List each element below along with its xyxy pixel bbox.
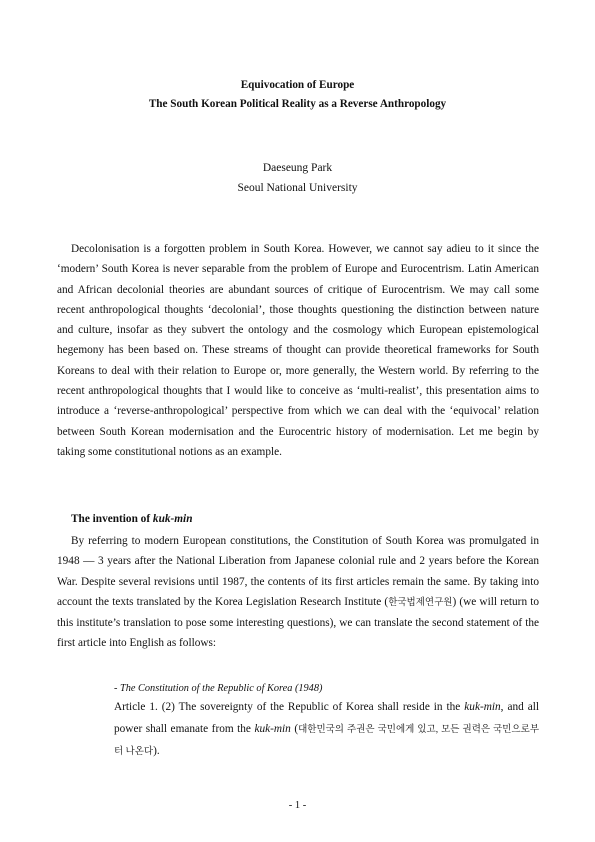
- quote-text-2: , and all power shall emanate from the: [114, 701, 539, 735]
- quote-text-4: ).: [153, 745, 160, 757]
- section-heading: [71, 513, 192, 525]
- body-paragraph: [57, 531, 539, 654]
- quote-term-1: kuk-min: [464, 701, 501, 713]
- paper-subtitle: The South Korean Political Reality as a Reverse Anthropology: [148, 98, 447, 110]
- quote-text-3: (: [290, 722, 299, 735]
- page-number: - 1 -: [288, 800, 307, 811]
- quote-source: - The Constitution of the Republic of Korea (1948): [114, 683, 323, 694]
- body-paragraph-part1: By referring to modern European constitutions, the Constitution of South Korea was promulgated in 1948 — 3 years after the National Liberation from Japanese colonial rule and 2 years before the Korean War. Despite several revisions until 1987, the contents of its first articles remain the same. By taking into account the texts translated by the Korea Legislation Research Institute (: [57, 535, 539, 608]
- paper-title: Equivocation of Europe: [240, 79, 355, 91]
- quote-text-1: Article 1. (2) The sovereignty of the Republic of Korea shall reside in the: [114, 701, 465, 713]
- author-name: Daeseung Park: [262, 162, 333, 174]
- body-paragraph-part2: ) (we will return to this institute’s translation to pose some interesting questions), we can translate the second statement of the first article into English as follows:: [57, 595, 540, 650]
- section-heading-term: kuk-min: [152, 513, 193, 525]
- constitution-quote: [114, 697, 539, 764]
- korean-institute-name: 한국법제연구원: [388, 597, 453, 608]
- intro-paragraph: Decolonisation is a forgotten problem in South Korea. However, we cannot say adieu to it since the ‘modern’ South Korea is never separable from the problem of Europe and Eurocentrism. Latin American and African decolonial theories are abundant sources of critique of Eurocentrism. We may call some recent anthropological thoughts ‘decolonial’, those thoughts questioning the distinction between nature and culture, insofar as they subvert the ontology and the cosmology which European epistemological hegemony has been based on. These streams of thought can provide theoretical frameworks for South Koreans to deal with their relation to Europe or, more generally, the Western world. By referring to the recent anthropological thoughts that I would like to conceive as ‘multi-realist’, this presentation aims to introduce a ‘reverse-anthropological’ perspective from which we can deal with the ‘equivocal’ relation between South Korean modernisation and the Eurocentric history of modernisation. Let me begin by taking some constitutional notions as an example.: [57, 243, 539, 458]
- quote-korean-text: 대한민국의 주권은 국민에게 있고, 모든 권력은 국민으로부터 나온다: [114, 724, 539, 757]
- author-affiliation: Seoul National University: [237, 182, 358, 194]
- section-heading-prefix: The invention of: [71, 513, 153, 525]
- quote-term-2: kuk-min: [254, 722, 291, 735]
